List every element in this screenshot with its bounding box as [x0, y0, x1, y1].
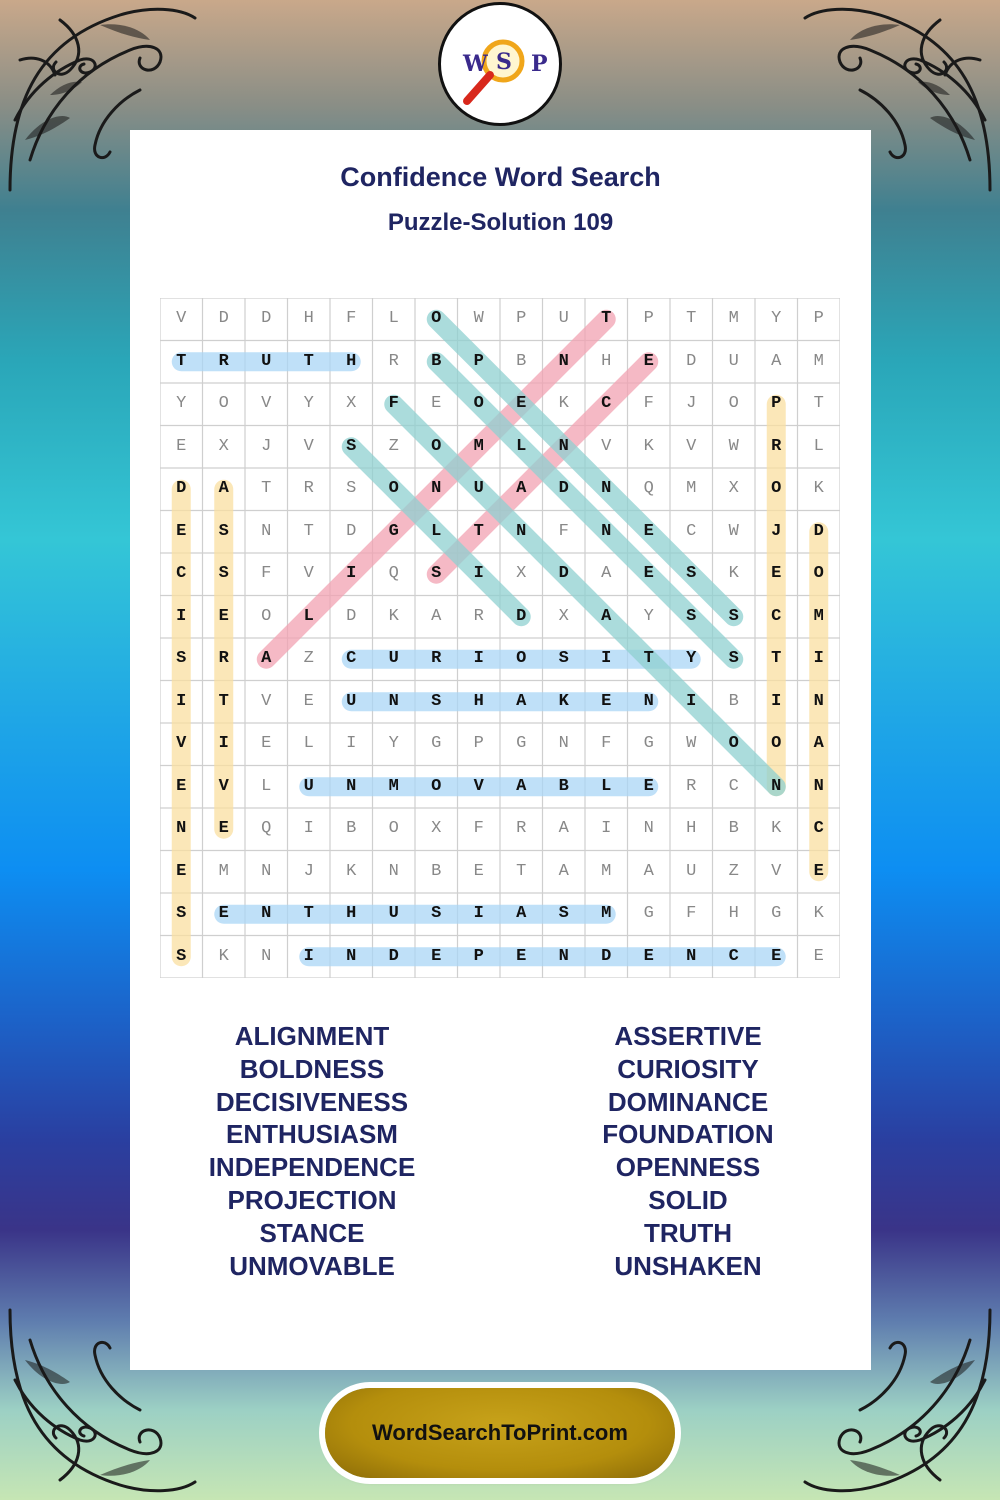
- grid-cell[interactable]: N: [643, 691, 654, 711]
- grid-cell[interactable]: K: [218, 946, 229, 966]
- grid-cell[interactable]: V: [686, 436, 697, 456]
- grid-cell[interactable]: I: [346, 734, 357, 753]
- grid-cell[interactable]: O: [771, 479, 782, 498]
- grid-cell[interactable]: B: [346, 819, 357, 838]
- grid-cell[interactable]: X: [516, 564, 527, 583]
- grid-cell[interactable]: C: [601, 394, 612, 413]
- grid-cell[interactable]: I: [601, 819, 612, 838]
- grid-cell[interactable]: G: [643, 734, 654, 753]
- footer-site-name[interactable]: WordSearchToPrint.com: [372, 1420, 628, 1445]
- grid-cell[interactable]: H: [728, 904, 739, 923]
- grid-cell[interactable]: T: [516, 861, 527, 881]
- grid-cell[interactable]: T: [261, 479, 272, 498]
- grid-cell[interactable]: L: [431, 521, 442, 541]
- grid-cell[interactable]: B: [431, 861, 442, 881]
- grid-cell[interactable]: U: [303, 776, 314, 796]
- grid-cell[interactable]: M: [601, 861, 612, 881]
- grid-cell[interactable]: L: [601, 776, 612, 796]
- grid-cell[interactable]: K: [558, 691, 569, 711]
- grid-cell[interactable]: W: [728, 521, 739, 541]
- word-list-right: [528, 1020, 848, 1282]
- grid-cell[interactable]: E: [176, 521, 187, 541]
- grid-cell[interactable]: I: [771, 691, 782, 711]
- grid-cell[interactable]: E: [218, 904, 229, 923]
- grid-cell[interactable]: R: [218, 351, 229, 371]
- grid-cell[interactable]: N: [813, 776, 824, 796]
- grid-cell[interactable]: A: [261, 649, 272, 668]
- grid-cell[interactable]: D: [558, 479, 569, 498]
- grid-cell[interactable]: N: [558, 734, 569, 753]
- word-list-item: ASSERTIVE: [614, 1021, 762, 1051]
- grid-cell[interactable]: D: [388, 946, 399, 966]
- logo-letter-s: S: [496, 49, 512, 75]
- grid-cell[interactable]: V: [601, 436, 612, 456]
- grid-cell[interactable]: H: [346, 351, 357, 371]
- grid-cell[interactable]: B: [431, 351, 442, 371]
- grid-cell[interactable]: G: [643, 904, 654, 923]
- word-list-item: UNSHAKEN: [614, 1250, 762, 1281]
- grid-cell[interactable]: A: [516, 479, 527, 498]
- grid-cell[interactable]: O: [516, 649, 527, 668]
- grid-cell[interactable]: V: [176, 734, 187, 753]
- grid-cell[interactable]: B: [516, 351, 527, 371]
- grid-cell[interactable]: V: [261, 394, 272, 413]
- grid-cell[interactable]: D: [601, 946, 612, 966]
- grid-cell[interactable]: V: [303, 564, 314, 583]
- grid-cell[interactable]: L: [261, 776, 272, 796]
- grid-cell[interactable]: I: [346, 564, 357, 583]
- grid-cell[interactable]: H: [686, 819, 697, 838]
- grid-cell[interactable]: V: [473, 776, 484, 796]
- grid-cell[interactable]: O: [388, 479, 399, 498]
- grid-cell[interactable]: K: [388, 606, 399, 626]
- grid-cell[interactable]: G: [431, 734, 442, 753]
- grid-cell[interactable]: I: [813, 649, 824, 668]
- grid-cell[interactable]: V: [176, 309, 187, 328]
- grid-cell[interactable]: D: [516, 606, 527, 626]
- grid-cell[interactable]: D: [346, 606, 357, 626]
- grid-cell[interactable]: C: [346, 649, 357, 668]
- word-list-item: DECISIVENESS: [215, 1086, 409, 1117]
- grid-cell[interactable]: L: [813, 436, 824, 456]
- grid-cell[interactable]: K: [728, 564, 739, 583]
- grid-cell[interactable]: B: [728, 691, 739, 711]
- grid-cell[interactable]: E: [261, 734, 272, 753]
- word-list-item: PROJECTION: [227, 1184, 397, 1215]
- grid-cell[interactable]: P: [473, 946, 484, 966]
- grid-cell[interactable]: M: [218, 861, 229, 881]
- grid-cell[interactable]: C: [176, 564, 187, 583]
- grid-cell[interactable]: S: [431, 904, 442, 923]
- grid-cell[interactable]: S: [176, 904, 187, 923]
- word-list-item: OPENNESS: [615, 1152, 761, 1183]
- grid-cell[interactable]: E: [218, 606, 229, 626]
- grid-cell[interactable]: J: [771, 521, 782, 541]
- grid-cell[interactable]: Q: [388, 564, 399, 583]
- grid-cell[interactable]: K: [558, 394, 569, 413]
- grid-cell[interactable]: Z: [303, 649, 314, 668]
- grid-cell[interactable]: M: [601, 904, 612, 923]
- grid-cell[interactable]: U: [558, 309, 569, 328]
- grid-cell[interactable]: M: [473, 436, 484, 456]
- grid-cell[interactable]: M: [813, 606, 824, 626]
- grid-cell[interactable]: F: [686, 904, 697, 923]
- grid-cell[interactable]: J: [303, 861, 314, 881]
- grid-cell[interactable]: A: [601, 564, 612, 583]
- logo-letter-w: W: [463, 51, 488, 77]
- grid-cell[interactable]: E: [643, 946, 654, 966]
- word-list-item: BOLDNESS: [239, 1053, 385, 1084]
- grid-cell[interactable]: A: [516, 691, 527, 711]
- grid-cell[interactable]: N: [558, 351, 569, 371]
- grid-cell[interactable]: N: [346, 946, 357, 966]
- grid-cell[interactable]: E: [643, 521, 654, 541]
- grid-cell[interactable]: E: [601, 691, 612, 711]
- grid-cell[interactable]: N: [813, 691, 824, 711]
- grid-cell[interactable]: T: [643, 649, 654, 668]
- grid-cell[interactable]: T: [303, 351, 314, 371]
- grid-cell[interactable]: S: [346, 479, 357, 498]
- grid-cell[interactable]: O: [218, 394, 229, 413]
- grid-cell[interactable]: O: [431, 436, 442, 456]
- grid-cell[interactable]: N: [388, 691, 399, 711]
- word-list-item: UNMOVABLE: [229, 1250, 395, 1281]
- grid-cell[interactable]: G: [388, 521, 399, 541]
- grid-cell[interactable]: W: [728, 436, 739, 456]
- grid-cell[interactable]: J: [686, 394, 697, 413]
- word-list-item: ALIGNMENT: [234, 1021, 390, 1051]
- grid-cell[interactable]: F: [601, 734, 612, 753]
- magnifier-icon: [441, 5, 559, 123]
- grid-cell[interactable]: U: [388, 904, 399, 923]
- grid-cell[interactable]: Q: [261, 819, 272, 838]
- grid-cell[interactable]: E: [771, 946, 782, 966]
- grid-cell[interactable]: E: [176, 436, 187, 456]
- grid-cell[interactable]: N: [261, 521, 272, 541]
- grid-cell[interactable]: E: [176, 776, 187, 796]
- grid-cell[interactable]: I: [176, 606, 187, 626]
- page-title: Confidence Word Search: [340, 162, 661, 192]
- grid-cell[interactable]: A: [516, 776, 527, 796]
- grid-cell[interactable]: C: [728, 776, 739, 796]
- grid-cell[interactable]: N: [176, 819, 187, 838]
- grid-cell[interactable]: H: [346, 904, 357, 923]
- grid-cell[interactable]: C: [771, 606, 782, 626]
- grid-cell[interactable]: U: [388, 649, 399, 668]
- grid-cell[interactable]: N: [261, 946, 272, 966]
- grid-cell[interactable]: D: [558, 564, 569, 583]
- grid-cell[interactable]: N: [601, 479, 612, 498]
- grid-cell[interactable]: D: [218, 309, 229, 328]
- grid-cell[interactable]: A: [558, 819, 569, 838]
- grid-cell[interactable]: R: [686, 776, 697, 796]
- grid-cell[interactable]: K: [771, 819, 782, 838]
- word-search-grid[interactable]: [160, 298, 840, 978]
- grid-cell[interactable]: A: [771, 351, 782, 371]
- grid-cell[interactable]: U: [473, 479, 484, 498]
- grid-cell[interactable]: E: [516, 946, 527, 966]
- grid-cell[interactable]: N: [771, 776, 782, 796]
- grid-cell[interactable]: T: [813, 394, 824, 413]
- grid-cell[interactable]: I: [473, 649, 484, 668]
- grid-cell[interactable]: F: [473, 819, 484, 838]
- page-subtitle: Puzzle-Solution 109: [387, 209, 614, 236]
- grid-cell[interactable]: M: [388, 776, 399, 796]
- grid-cell[interactable]: K: [643, 436, 654, 456]
- grid-cell[interactable]: P: [473, 734, 484, 753]
- grid-cell[interactable]: N: [346, 776, 357, 796]
- grid-cell[interactable]: S: [218, 521, 229, 541]
- site-footer-pill[interactable]: [325, 1388, 675, 1478]
- grid-cell[interactable]: G: [771, 904, 782, 923]
- grid-cell[interactable]: A: [601, 606, 612, 626]
- grid-cell[interactable]: P: [643, 309, 654, 328]
- grid-cell[interactable]: I: [303, 946, 314, 966]
- grid-cell[interactable]: N: [643, 819, 654, 838]
- grid-cell[interactable]: S: [686, 606, 697, 626]
- grid-cell[interactable]: V: [261, 691, 272, 711]
- grid-cell[interactable]: U: [261, 351, 272, 371]
- grid-cell[interactable]: W: [686, 734, 697, 753]
- grid-cell[interactable]: A: [558, 861, 569, 881]
- grid-cell[interactable]: S: [431, 691, 442, 711]
- grid-cell[interactable]: Y: [388, 734, 399, 753]
- grid-cell[interactable]: O: [728, 734, 739, 753]
- grid-cell[interactable]: U: [728, 351, 739, 371]
- grid-cell[interactable]: H: [601, 351, 612, 371]
- grid-cell[interactable]: N: [261, 904, 272, 923]
- grid-cell[interactable]: D: [176, 479, 187, 498]
- grid-cell[interactable]: E: [473, 861, 484, 881]
- grid-cell[interactable]: I: [473, 904, 484, 923]
- grid-cell[interactable]: I: [473, 564, 484, 583]
- grid-cell[interactable]: O: [728, 394, 739, 413]
- grid-cell[interactable]: R: [771, 436, 782, 456]
- grid-cell[interactable]: T: [473, 521, 484, 541]
- grid-cell[interactable]: T: [303, 904, 314, 923]
- grid-cell[interactable]: C: [813, 819, 824, 838]
- word-list-item: CURIOSITY: [617, 1053, 759, 1084]
- grid-cell[interactable]: M: [813, 351, 824, 371]
- grid-cell[interactable]: G: [516, 734, 527, 753]
- grid-cell[interactable]: L: [516, 436, 527, 456]
- grid-cell[interactable]: A: [516, 904, 527, 923]
- grid-cell[interactable]: P: [516, 309, 527, 328]
- grid-cell[interactable]: S: [431, 564, 442, 583]
- grid-cell[interactable]: F: [261, 564, 272, 583]
- grid-cell[interactable]: E: [303, 691, 314, 711]
- grid-cell[interactable]: T: [176, 351, 187, 371]
- grid-cell[interactable]: M: [728, 309, 739, 328]
- grid-cell[interactable]: N: [388, 861, 399, 881]
- grid-cell[interactable]: Y: [303, 394, 314, 413]
- grid-cell[interactable]: P: [771, 394, 782, 413]
- grid-cell[interactable]: L: [303, 734, 314, 753]
- word-list-item: SOLID: [648, 1184, 728, 1215]
- grid-cell[interactable]: F: [388, 394, 399, 413]
- grid-cell[interactable]: D: [813, 521, 824, 541]
- grid-cell[interactable]: W: [473, 309, 484, 328]
- grid-cell[interactable]: K: [813, 904, 824, 923]
- grid-cell[interactable]: D: [346, 521, 357, 541]
- grid-cell[interactable]: T: [303, 521, 314, 541]
- word-list-item: INDEPENDENCE: [208, 1152, 416, 1183]
- grid-cell[interactable]: L: [388, 309, 399, 328]
- grid-cell[interactable]: E: [643, 776, 654, 796]
- grid-cell[interactable]: S: [558, 649, 569, 668]
- grid-cell[interactable]: X: [346, 394, 357, 413]
- grid-cell[interactable]: E: [643, 564, 654, 583]
- logo-letter-p: P: [531, 51, 548, 77]
- grid-cell[interactable]: J: [261, 436, 272, 456]
- word-list-item: TRUTH: [643, 1217, 733, 1248]
- grid-cell[interactable]: T: [218, 691, 229, 711]
- grid-cell[interactable]: N: [558, 436, 569, 456]
- grid-cell[interactable]: I: [303, 819, 314, 838]
- grid-cell[interactable]: T: [601, 309, 612, 328]
- word-list-item: FOUNDATION: [602, 1119, 774, 1150]
- grid-cell[interactable]: C: [728, 946, 739, 966]
- grid-cell[interactable]: E: [643, 351, 654, 371]
- grid-cell[interactable]: A: [813, 734, 824, 753]
- grid-cell[interactable]: F: [643, 394, 654, 413]
- grid-cell[interactable]: H: [473, 691, 484, 711]
- grid-cell[interactable]: X: [558, 606, 569, 626]
- grid-cell[interactable]: E: [771, 564, 782, 583]
- grid-cell[interactable]: R: [218, 649, 229, 668]
- grid-cell[interactable]: A: [218, 479, 229, 498]
- grid-cell[interactable]: Z: [388, 436, 399, 456]
- grid-cell[interactable]: R: [303, 479, 314, 498]
- grid-cell[interactable]: U: [686, 861, 697, 881]
- word-list-item: DOMINANCE: [607, 1086, 769, 1117]
- grid-cell[interactable]: O: [813, 564, 824, 583]
- grid-cell[interactable]: E: [431, 394, 442, 413]
- grid-cell[interactable]: Z: [728, 861, 739, 881]
- grid-cell[interactable]: V: [218, 776, 229, 796]
- grid-cell[interactable]: Y: [176, 394, 187, 413]
- grid-cell[interactable]: P: [473, 351, 484, 371]
- grid-cell[interactable]: U: [346, 691, 357, 711]
- grid-cell[interactable]: S: [728, 649, 739, 668]
- grid-cell[interactable]: I: [176, 691, 187, 711]
- grid-cell[interactable]: O: [261, 606, 272, 626]
- grid-cell[interactable]: Y: [643, 606, 654, 626]
- grid-cell[interactable]: L: [303, 606, 314, 626]
- grid-cell[interactable]: C: [686, 521, 697, 541]
- grid-cell[interactable]: I: [218, 734, 229, 753]
- grid-cell[interactable]: E: [218, 819, 229, 838]
- grid-cell[interactable]: S: [346, 436, 357, 456]
- grid-cell[interactable]: S: [176, 946, 187, 966]
- grid-cell[interactable]: S: [176, 649, 187, 668]
- grid-cell[interactable]: T: [771, 649, 782, 668]
- grid-cell[interactable]: N: [516, 521, 527, 541]
- grid-cell[interactable]: O: [771, 734, 782, 753]
- grid-cell[interactable]: N: [601, 521, 612, 541]
- grid-cell[interactable]: N: [558, 946, 569, 966]
- grid-cell[interactable]: R: [516, 819, 527, 838]
- grid-cell[interactable]: K: [346, 861, 357, 881]
- grid-cell[interactable]: Y: [771, 309, 782, 328]
- grid-cell[interactable]: S: [728, 606, 739, 626]
- grid-cell[interactable]: V: [303, 436, 314, 456]
- grid-cell[interactable]: X: [218, 436, 229, 456]
- grid-cell[interactable]: F: [558, 521, 569, 541]
- grid-cell[interactable]: X: [431, 819, 442, 838]
- grid-cell[interactable]: N: [431, 479, 442, 498]
- grid-cell[interactable]: E: [516, 394, 527, 413]
- grid-cell[interactable]: S: [686, 564, 697, 583]
- word-list-item: STANCE: [259, 1217, 365, 1248]
- grid-cell[interactable]: B: [728, 819, 739, 838]
- word-list-item: ENTHUSIASM: [226, 1119, 398, 1150]
- grid-cell[interactable]: S: [218, 564, 229, 583]
- site-logo[interactable]: [438, 2, 562, 126]
- grid-cell[interactable]: I: [601, 649, 612, 668]
- grid-cell[interactable]: E: [813, 861, 824, 881]
- grid-cell[interactable]: M: [686, 479, 697, 498]
- grid-cell[interactable]: K: [813, 479, 824, 498]
- word-list-left: [152, 1020, 472, 1282]
- grid-cell[interactable]: E: [431, 946, 442, 966]
- grid-cell[interactable]: O: [473, 394, 484, 413]
- grid-cell[interactable]: R: [388, 351, 399, 371]
- grid-cell[interactable]: A: [643, 861, 654, 881]
- grid-cell[interactable]: I: [686, 691, 697, 711]
- grid-cell[interactable]: R: [473, 606, 484, 626]
- grid-cell[interactable]: R: [431, 649, 442, 668]
- grid-cell[interactable]: E: [176, 861, 187, 881]
- grid-cell[interactable]: O: [388, 819, 399, 838]
- grid-cell[interactable]: O: [431, 309, 442, 328]
- grid-cell[interactable]: N: [261, 861, 272, 881]
- grid-cell[interactable]: T: [686, 309, 697, 328]
- grid-cell[interactable]: P: [813, 309, 824, 328]
- grid-cell[interactable]: X: [728, 479, 739, 498]
- grid-cell[interactable]: B: [558, 776, 569, 796]
- grid-cell[interactable]: S: [558, 904, 569, 923]
- grid-cell[interactable]: H: [303, 309, 314, 328]
- grid-cell[interactable]: E: [813, 946, 824, 966]
- grid-cell[interactable]: D: [686, 351, 697, 371]
- grid-cell[interactable]: A: [431, 606, 442, 626]
- grid-cell[interactable]: Y: [686, 649, 697, 668]
- grid-cell[interactable]: Q: [643, 479, 654, 498]
- grid-cell[interactable]: D: [261, 309, 272, 328]
- grid-cell[interactable]: V: [771, 861, 782, 881]
- grid-cell[interactable]: F: [346, 309, 357, 328]
- grid-cell[interactable]: O: [431, 776, 442, 796]
- grid-cell[interactable]: N: [686, 946, 697, 966]
